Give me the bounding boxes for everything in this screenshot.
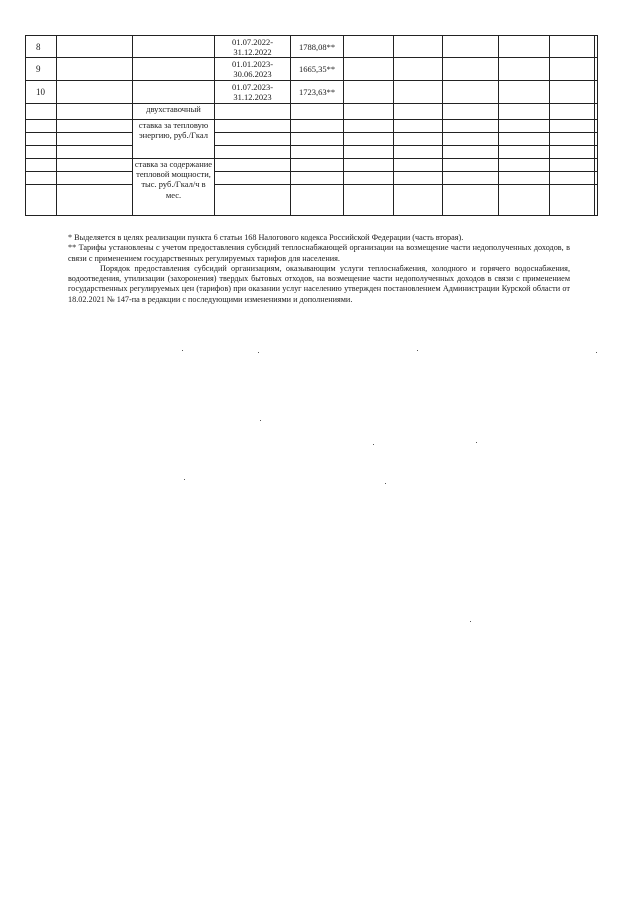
table-cell xyxy=(291,120,344,133)
table-row xyxy=(26,36,598,58)
table-cell xyxy=(26,159,57,172)
table-cell xyxy=(57,36,133,58)
table-cell xyxy=(57,172,133,185)
table-cell xyxy=(443,185,499,216)
table-cell xyxy=(550,159,595,172)
scan-speck xyxy=(373,444,374,445)
table-cell xyxy=(215,159,291,172)
table-cell xyxy=(57,58,133,81)
table-cell xyxy=(26,133,57,146)
table-cell xyxy=(595,58,598,81)
table-cell xyxy=(344,81,394,104)
table-cell xyxy=(550,81,595,104)
table-cell xyxy=(550,58,595,81)
table-cell xyxy=(550,185,595,216)
table-cell xyxy=(595,133,598,146)
table-cell xyxy=(394,104,443,120)
table-cell xyxy=(550,36,595,58)
capacity-rate-label: ставка за содержание тепловой мощности, тыс. руб./Гкал/ч в мес. xyxy=(133,159,215,216)
table-cell xyxy=(499,133,550,146)
table-cell xyxy=(215,146,291,159)
table-cell xyxy=(550,120,595,133)
scan-speck xyxy=(385,483,386,484)
table-cell xyxy=(443,159,499,172)
table-cell xyxy=(344,104,394,120)
table-cell xyxy=(595,185,598,216)
table-cell xyxy=(595,104,598,120)
footnote-vat: * Выделяется в целях реализации пункта 6 статьи 168 Налогового кодекса Российской Федерации (часть вторая). xyxy=(68,233,464,242)
scan-speck xyxy=(417,350,418,351)
table-cell xyxy=(215,185,291,216)
table-cell xyxy=(26,120,57,133)
table-cell xyxy=(133,81,215,104)
table-cell xyxy=(215,104,291,120)
table-cell xyxy=(344,36,394,58)
table-cell xyxy=(394,133,443,146)
table-cell xyxy=(595,159,598,172)
table-cell xyxy=(26,185,57,216)
table-cell xyxy=(595,172,598,185)
table-cell xyxy=(499,81,550,104)
table-row xyxy=(26,104,598,120)
price-cell: 1788,08** xyxy=(291,36,344,58)
table-cell xyxy=(291,185,344,216)
table-cell xyxy=(499,120,550,133)
table-cell xyxy=(57,159,133,172)
table-row xyxy=(26,185,598,216)
table-cell xyxy=(394,120,443,133)
table-cell xyxy=(344,172,394,185)
table-row xyxy=(26,81,598,104)
period-cell: 01.07.2022- 31.12.2022 xyxy=(215,36,291,58)
table-cell xyxy=(215,133,291,146)
table-row xyxy=(26,133,598,146)
table-row xyxy=(26,172,598,185)
table-cell xyxy=(344,159,394,172)
period-cell: 01.07.2023- 31.12.2023 xyxy=(215,81,291,104)
table-cell xyxy=(394,185,443,216)
table-cell xyxy=(499,58,550,81)
table-cell xyxy=(344,146,394,159)
table-cell xyxy=(291,104,344,120)
table-cell xyxy=(499,104,550,120)
table-cell xyxy=(344,58,394,81)
row-number: 8 xyxy=(26,36,57,58)
table-cell xyxy=(291,159,344,172)
footnotes xyxy=(68,233,570,305)
subsidy-procedure-paragraph: Порядок предоставления субсидий организациям, оказывающим услуги теплоснабжения, холодного и горячего водоснабжения, водоотведения, утилизации (захоронения) твердых бытовых отходов, на возмещение части недополученных доходов в связи с применением государственных регулируемых цен (тарифов) при оказании услуг населению утвержден постановлением Администрации Курской области от 18.02.2021 № 147-па в редакции с последующими изменениями и дополнениями. xyxy=(68,263,570,304)
energy-rate-label: ставка за тепловую энергию, руб./Гкал xyxy=(133,120,215,159)
table-row xyxy=(26,159,598,172)
scan-speck xyxy=(596,352,597,353)
table-cell xyxy=(499,172,550,185)
scan-speck xyxy=(258,352,259,353)
table-cell xyxy=(595,120,598,133)
scan-speck xyxy=(182,350,183,351)
table-cell xyxy=(443,36,499,58)
table-row xyxy=(26,120,598,133)
table-cell xyxy=(291,172,344,185)
table-cell xyxy=(344,120,394,133)
footnote-subsidy: ** Тарифы установлены с учетом предоставления субсидий теплоснабжающей организации на возмещение части недополученных доходов, в связи с применением государственных регулируемых тарифов для населения. xyxy=(68,243,570,263)
table-cell xyxy=(499,146,550,159)
table-cell xyxy=(550,172,595,185)
table-cell xyxy=(443,172,499,185)
table-cell xyxy=(595,81,598,104)
row-number: 9 xyxy=(26,58,57,81)
table-cell xyxy=(57,104,133,120)
table-cell xyxy=(215,120,291,133)
table-cell xyxy=(443,58,499,81)
table-cell xyxy=(133,36,215,58)
table-row xyxy=(26,58,598,81)
table-row xyxy=(26,146,598,159)
table-cell xyxy=(291,146,344,159)
table-cell xyxy=(394,81,443,104)
table-cell xyxy=(443,146,499,159)
row-number: 10 xyxy=(26,81,57,104)
table-cell xyxy=(443,104,499,120)
table-cell xyxy=(57,185,133,216)
table-cell xyxy=(394,146,443,159)
table-cell xyxy=(443,133,499,146)
table-cell xyxy=(499,185,550,216)
table-cell xyxy=(595,146,598,159)
scan-speck xyxy=(470,621,471,622)
table-cell xyxy=(550,133,595,146)
scan-speck xyxy=(260,420,261,421)
table-cell xyxy=(550,104,595,120)
table-cell xyxy=(344,133,394,146)
table-cell xyxy=(443,120,499,133)
table-cell xyxy=(26,172,57,185)
table-cell xyxy=(26,104,57,120)
price-cell: 1665,35** xyxy=(291,58,344,81)
scan-speck xyxy=(476,442,477,443)
table-cell xyxy=(215,172,291,185)
table-cell xyxy=(57,81,133,104)
table-cell xyxy=(26,146,57,159)
table-cell xyxy=(291,133,344,146)
table-cell xyxy=(344,185,394,216)
table-cell xyxy=(443,81,499,104)
table-cell xyxy=(394,58,443,81)
tariff-table xyxy=(25,35,598,216)
scan-speck xyxy=(184,479,185,480)
table-cell xyxy=(595,36,598,58)
two-part-rate-label: двухставочный xyxy=(133,104,215,120)
period-cell: 01.01.2023- 30.06.2023 xyxy=(215,58,291,81)
table-cell xyxy=(499,159,550,172)
table-cell xyxy=(394,159,443,172)
table-cell xyxy=(57,133,133,146)
table-cell xyxy=(57,120,133,133)
table-cell xyxy=(499,36,550,58)
price-cell: 1723,63** xyxy=(291,81,344,104)
table-cell xyxy=(394,36,443,58)
table-cell xyxy=(550,146,595,159)
table-cell xyxy=(394,172,443,185)
table-cell xyxy=(57,146,133,159)
table-cell xyxy=(133,58,215,81)
